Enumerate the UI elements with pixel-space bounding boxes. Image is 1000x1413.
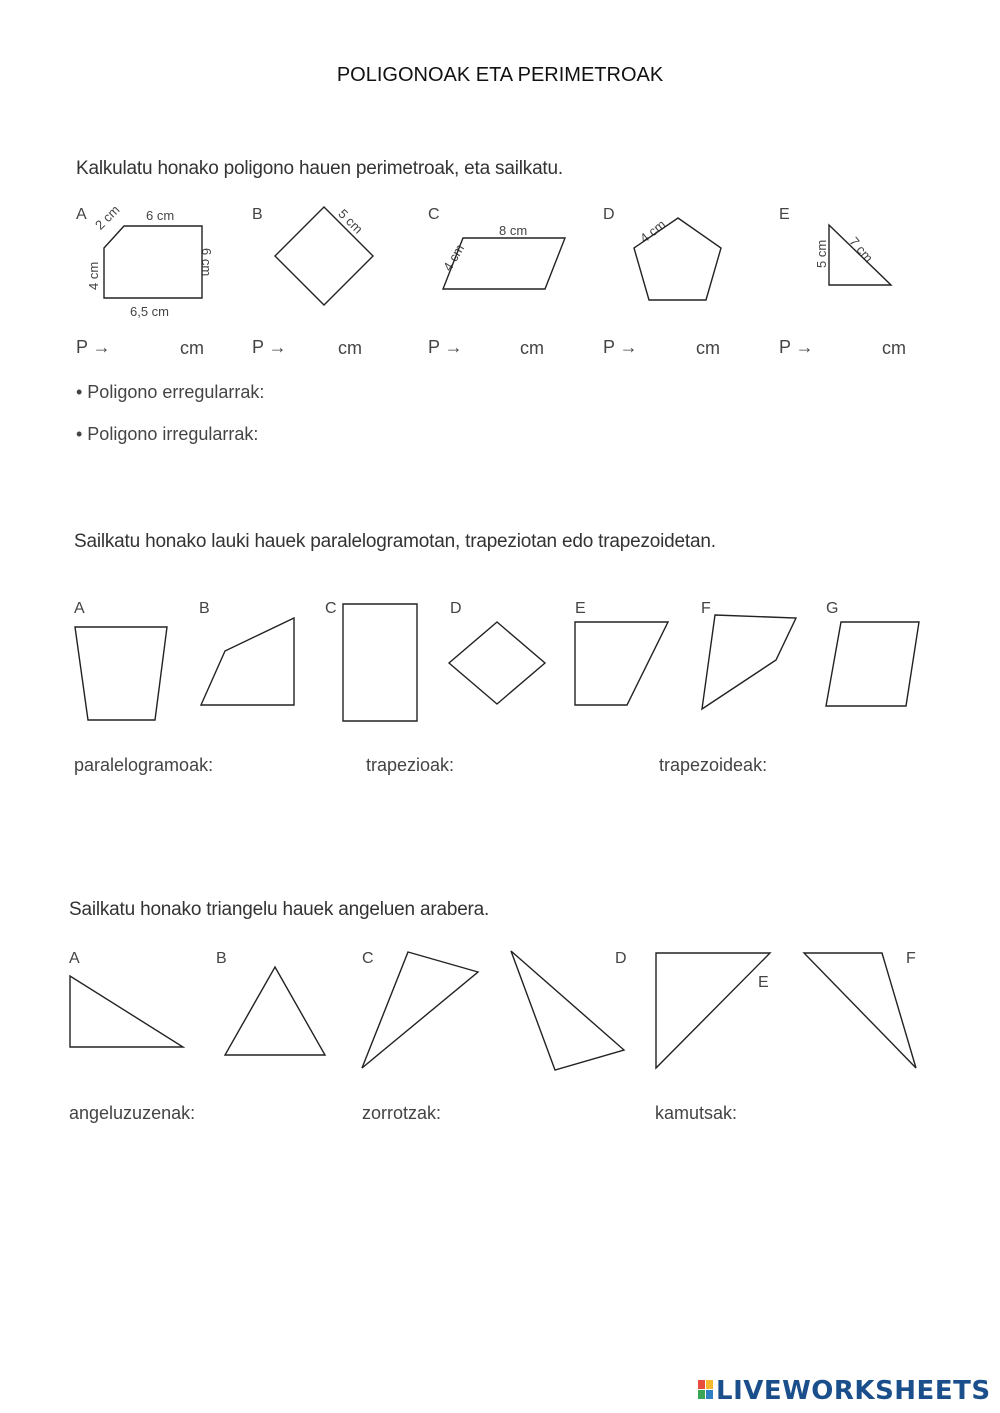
quad-b [201, 618, 294, 705]
quad-f-letter: F [701, 600, 711, 617]
perimeter-b-prefix: P → [252, 337, 287, 357]
triangle-f-letter: F [906, 950, 916, 967]
measure-e-hyp: 7 cm [846, 234, 877, 266]
answer-right-triangles[interactable]: angeluzuzenak: [69, 1103, 196, 1123]
triangle-b-letter: B [216, 950, 227, 967]
quad-a-letter: A [74, 600, 85, 617]
perimeter-a-unit: cm [180, 338, 204, 358]
quad-g [826, 622, 919, 706]
triangle-d-letter: D [615, 950, 627, 967]
quad-a [75, 627, 167, 720]
section1-instruction: Kalkulatu honako poligono hauen perimetroak, eta sailkatu. [76, 158, 563, 179]
quad-d [449, 622, 545, 704]
triangle-c [362, 952, 478, 1068]
triangle-e-letter: E [758, 974, 769, 991]
liveworksheets-brand[interactable]: LIVEWORKSHEETS [716, 1376, 991, 1406]
triangle-a-letter: A [69, 950, 80, 967]
measure-a-diag: 2 cm [92, 202, 123, 233]
answer-obtuse-triangles[interactable]: kamutsak: [655, 1103, 738, 1123]
measure-a-left: 4 cm [86, 261, 101, 290]
shape-d-letter: D [603, 206, 615, 223]
triangle-a [70, 976, 183, 1047]
measure-a-bottom: 6,5 cm [130, 304, 170, 319]
answer-trapezoids-irregular[interactable]: trapezoideak: [659, 755, 768, 775]
measure-d-side: 4 cm [637, 216, 669, 246]
perimeter-e-prefix: P → [779, 337, 814, 357]
measure-a-right: 6 cm [199, 248, 214, 277]
shape-b-letter: B [252, 206, 263, 223]
shape-e-letter: E [779, 206, 790, 223]
perimeter-b-unit: cm [338, 338, 362, 358]
answer-parallelograms[interactable]: paralelogramoak: [74, 755, 214, 775]
quad-b-letter: B [199, 600, 210, 617]
logo-square-1 [698, 1380, 705, 1389]
liveworksheets-logo-icon [698, 1380, 714, 1400]
quad-e [575, 622, 668, 705]
perimeter-c-unit: cm [520, 338, 544, 358]
quad-c [343, 604, 417, 721]
perimeter-a-prefix: P → [76, 337, 111, 357]
measure-e-left: 5 cm [814, 239, 829, 268]
answer-acute-triangles[interactable]: zorrotzak: [362, 1103, 442, 1123]
triangle-b [225, 967, 325, 1055]
logo-square-2 [706, 1380, 713, 1389]
logo-square-3 [698, 1390, 705, 1399]
polygon-b [275, 207, 373, 305]
polygon-c [443, 238, 565, 289]
perimeter-c-prefix: P → [428, 337, 463, 357]
quad-f [702, 615, 796, 709]
section2-instruction: Sailkatu honako lauki hauek paralelogramotan, trapeziotan edo trapezoidetan. [74, 531, 716, 552]
triangle-e [656, 953, 770, 1068]
measure-b-side: 5 cm [335, 206, 366, 237]
quad-c-letter: C [325, 600, 337, 617]
section3-instruction: Sailkatu honako triangelu hauek angeluen arabera. [69, 899, 490, 920]
quad-d-letter: D [450, 600, 462, 617]
regular-polygons-label: • Poligono erregularrak: [76, 382, 265, 402]
shape-a-letter: A [76, 206, 87, 223]
polygon-e [829, 225, 891, 285]
irregular-polygons-label: • Poligono irregularrak: [76, 424, 259, 444]
page-title: POLIGONOAK ETA PERIMETROAK [336, 64, 664, 86]
logo-square-4 [706, 1390, 713, 1399]
perimeter-d-prefix: P → [603, 337, 638, 357]
triangle-f [804, 953, 916, 1068]
answer-trapezoids[interactable]: trapezioak: [366, 755, 455, 775]
quad-e-letter: E [575, 600, 586, 617]
measure-c-side: 4 cm [440, 241, 468, 274]
quad-g-letter: G [826, 600, 839, 617]
triangle-d [511, 951, 624, 1070]
measure-a-top: 6 cm [146, 208, 175, 223]
shape-c-letter: C [428, 206, 440, 223]
triangle-c-letter: C [362, 950, 374, 967]
polygon-a [104, 226, 202, 298]
perimeter-e-unit: cm [882, 338, 906, 358]
perimeter-d-unit: cm [696, 338, 720, 358]
measure-c-top: 8 cm [499, 223, 528, 238]
polygon-d [634, 218, 721, 300]
